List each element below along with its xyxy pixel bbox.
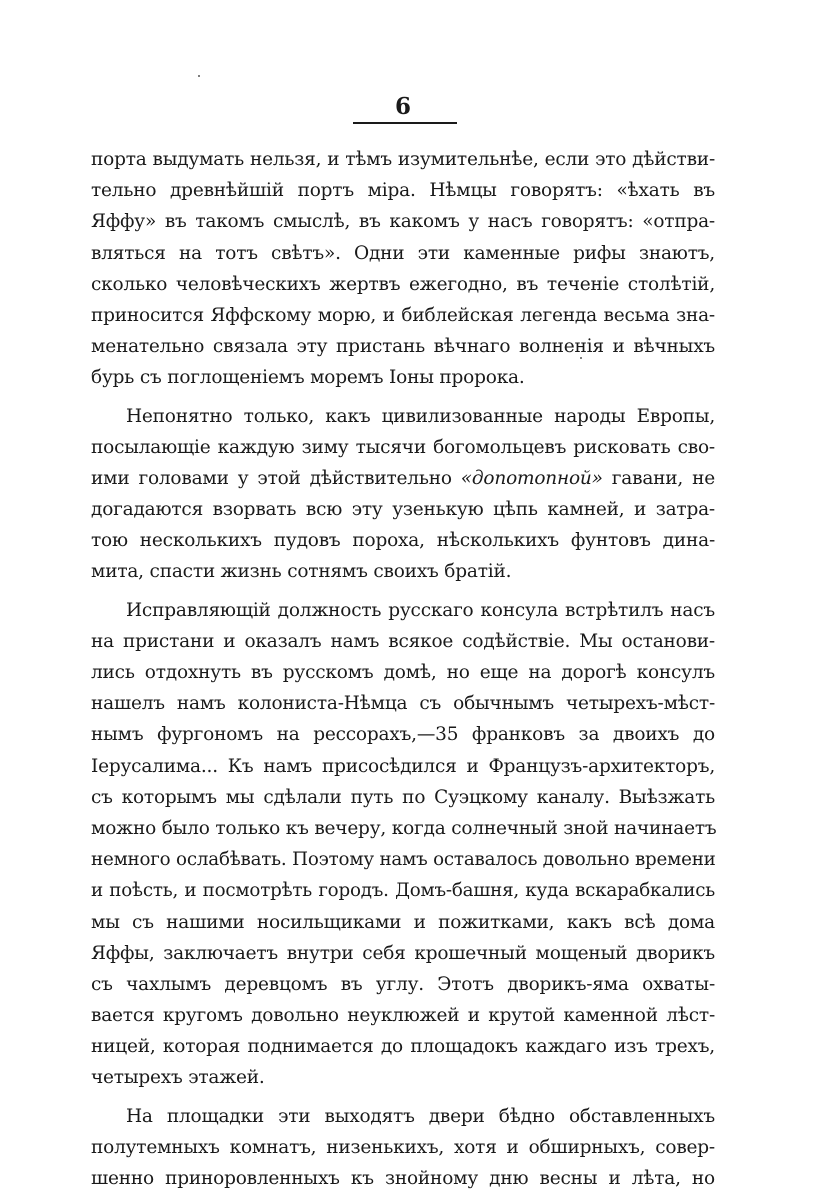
text-line: тою несколькихъ пудовъ пороха, нѣсколькихъ фунтовъ дина- (91, 530, 715, 552)
paragraph-3 (91, 595, 715, 1094)
text-line: мита, спасти жизнь сотнямъ своихъ братій. (91, 561, 512, 583)
text-line: Яффы, заключаетъ внутри себя крошечный мощеный дворикъ (91, 942, 715, 964)
text-line: лись отдохнуть въ русскомъ домѣ, но еще на дорогѣ консулъ (91, 662, 715, 683)
text-segment: ими головами у этой дѣйствительно (91, 467, 452, 489)
text-line: вляться на тотъ свѣтъ». Одни эти каменные рифы знаютъ, (91, 242, 715, 264)
page-body (91, 144, 715, 1194)
emphasized-word: «допотопной» (460, 467, 603, 489)
text-line-with-emphasis (91, 463, 715, 494)
text-line: нашелъ намъ колониста-Нѣмца съ обычнымъ четырехъ-мѣст- (91, 693, 715, 715)
text-line: догадаются взорвать всю эту узенькую цѣпь камней, и затра- (91, 499, 715, 521)
paragraph-2 (91, 401, 715, 588)
text-line: Іерусалима... Къ намъ присосѣдился и Французъ-архитекторъ, (91, 755, 715, 777)
text-line: посылающіе каждую зиму тысячи богомольцевъ рисковать сво- (91, 436, 715, 458)
text-line: нымъ фургономъ на рессорахъ,—35 франковъ за двоихъ до (91, 724, 715, 746)
text-line: Исправляющій должность русскаго консула встрѣтилъ насъ (126, 599, 715, 621)
page-number: 6 (394, 93, 411, 120)
text-line: на пристани и оказалъ намъ всякое содѣйствіе. Мы останови- (91, 630, 715, 652)
text-line: и поѣсть, и посмотрѣть городъ. Домъ-башня, куда вскарабкались (91, 880, 715, 902)
text-line: ницей, которая поднимается до площадокъ каждаго изъ трехъ, (91, 1036, 715, 1058)
text-line: мы съ нашими носильщиками и пожитками, какъ всѣ дома (91, 911, 715, 933)
text-line: Яффу» въ такомъ смыслѣ, въ какомъ у насъ говорятъ: «отпра- (91, 211, 715, 233)
scan-speck (198, 75, 200, 77)
text-line: сколько человѣческихъ жертвъ ежегодно, въ теченіе столѣтій, (91, 273, 715, 295)
text-line: менательно связала эту пристань вѣчнаго волненія и вѣчныхъ (91, 336, 715, 358)
text-line: съ чахлымъ деревцомъ въ углу. Этотъ дворикъ-яма охваты- (91, 973, 715, 995)
text-segment: гавани, не (611, 467, 715, 489)
text-line: четырехъ этажей. (91, 1067, 265, 1089)
text-line: полутемныхъ комнатъ, низенькихъ, хотя и обширныхъ, совер- (91, 1136, 715, 1158)
text-line: бурь съ поглощеніемъ моремъ Іоны пророка. (91, 367, 525, 389)
text-line: Непонятно только, какъ цивилизованные народы Европы, (126, 405, 715, 427)
text-line: можно было только къ вечеру, когда солнечный зной начинаетъ (91, 817, 717, 839)
text-line: вается кругомъ довольно неуклюжей и крутой каменной лѣст- (91, 1005, 715, 1027)
text-line: порта выдумать нельзя, и тѣмъ изумительнѣе, если это дѣйстви- (91, 149, 715, 170)
text-line: немного ослабѣвать. Поэтому намъ оставалось довольно времени (91, 849, 716, 871)
text-line: приносится Яффскому морю, и библейская легенда весьма зна- (91, 304, 715, 326)
text-line: На площадки эти выходятъ двери бѣдно обставленныхъ (126, 1105, 715, 1127)
text-line: съ которымъ мы сдѣлали путь по Суэцкому каналу. Выѣзжать (91, 786, 715, 808)
text-line: тельно древнѣйшій портъ міра. Нѣмцы говорятъ: «ѣхать въ (91, 180, 715, 202)
book-page (91, 92, 715, 1194)
page-number-rule (353, 122, 457, 124)
paragraph-4 (91, 1101, 715, 1194)
text-line: шенно приноровленныхъ къ знойному дню весны и лѣта, но (91, 1168, 715, 1189)
paragraph-1 (91, 144, 715, 394)
